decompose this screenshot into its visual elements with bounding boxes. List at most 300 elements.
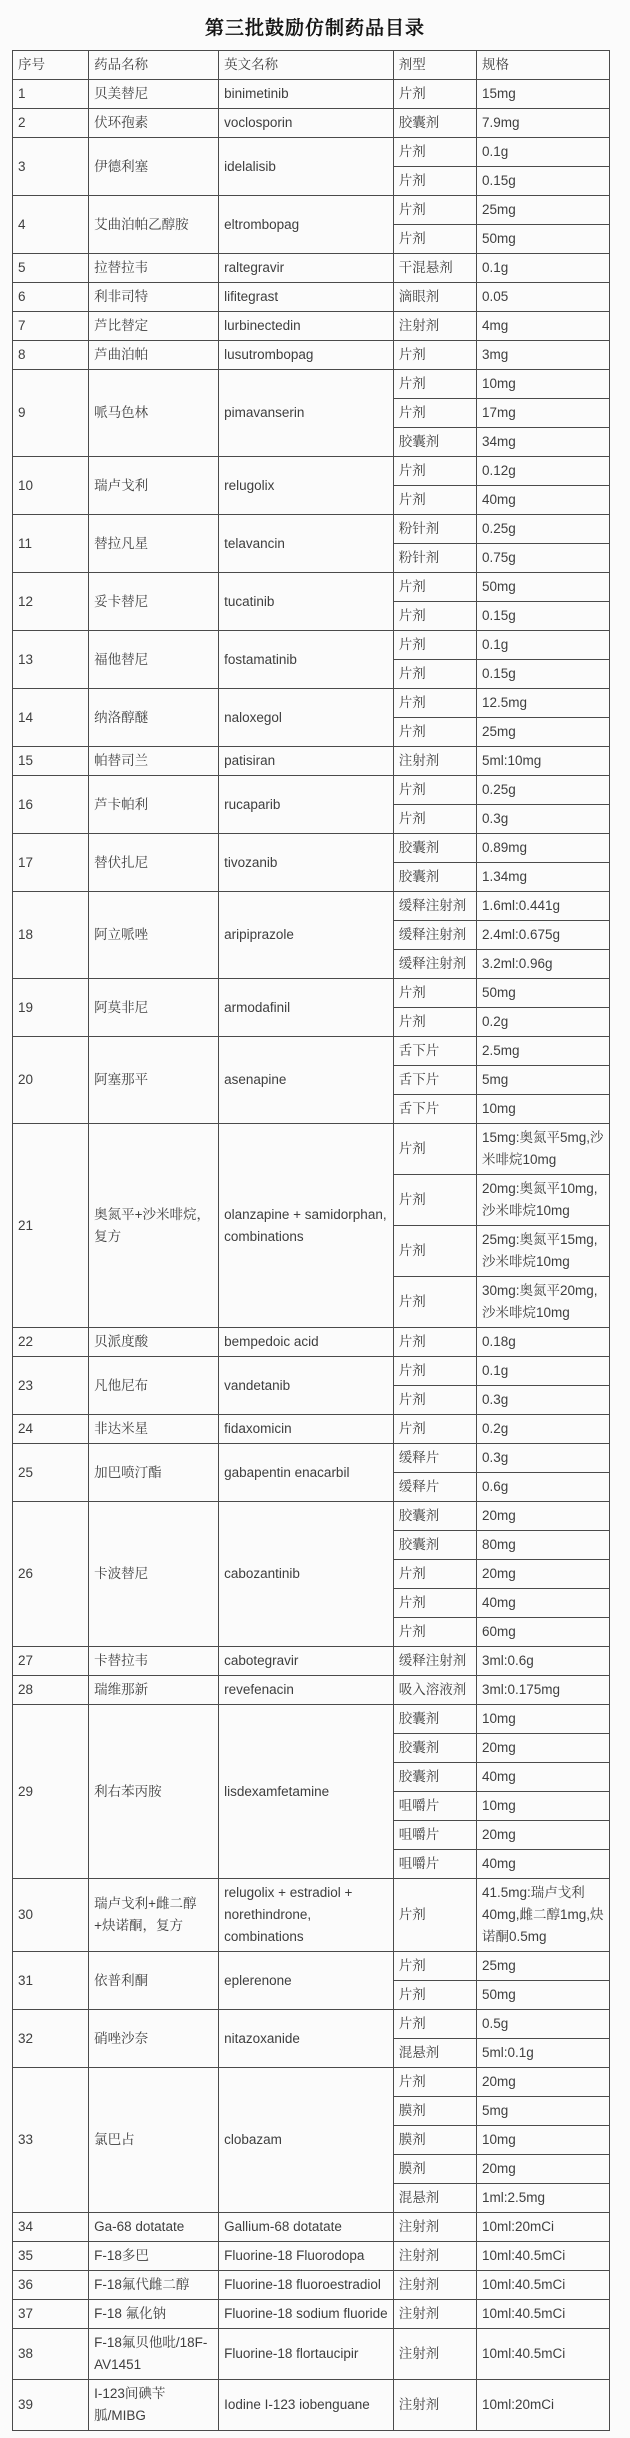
cell-specification: 10ml:20mCi (476, 2380, 609, 2431)
cell-drug-name-en: vandetanib (219, 1357, 394, 1415)
cell-specification: 3mg (476, 341, 609, 370)
cell-drug-name-en: relugolix + estradiol + norethindrone, combinations (219, 1879, 394, 1952)
cell-dosage-form: 片剂 (393, 2010, 476, 2039)
cell-dosage-form: 胶囊剂 (393, 109, 476, 138)
cell-serial-number: 5 (13, 254, 89, 283)
cell-drug-name: F-18 氟化钠 (89, 2300, 219, 2329)
cell-dosage-form: 片剂 (393, 979, 476, 1008)
table-row (13, 1647, 610, 1676)
cell-dosage-form: 注射剂 (393, 2271, 476, 2300)
cell-serial-number: 2 (13, 109, 89, 138)
cell-serial-number: 11 (13, 515, 89, 573)
cell-drug-name-en: idelalisib (219, 138, 394, 196)
table-row (13, 2213, 610, 2242)
cell-specification: 1.34mg (476, 863, 609, 892)
cell-specification: 0.25g (476, 776, 609, 805)
table-row (13, 631, 610, 660)
cell-dosage-form: 咀嚼片 (393, 1792, 476, 1821)
table-row (13, 2010, 610, 2039)
table-row (13, 283, 610, 312)
table-row (13, 138, 610, 167)
cell-drug-name: 阿立哌唑 (89, 892, 219, 979)
cell-drug-name-en: clobazam (219, 2068, 394, 2213)
cell-drug-name: 芦比替定 (89, 312, 219, 341)
table-row (13, 2329, 610, 2380)
cell-dosage-form: 片剂 (393, 1560, 476, 1589)
cell-serial-number: 31 (13, 1952, 89, 2010)
table-row (13, 370, 610, 399)
cell-drug-name: 帕替司兰 (89, 747, 219, 776)
cell-drug-name-en: binimetinib (219, 80, 394, 109)
cell-drug-name-en: revefenacin (219, 1676, 394, 1705)
cell-specification: 4mg (476, 312, 609, 341)
table-row (13, 341, 610, 370)
cell-specification: 40mg (476, 486, 609, 515)
cell-drug-name: 伏环孢素 (89, 109, 219, 138)
cell-specification: 1ml:2.5mg (476, 2184, 609, 2213)
cell-dosage-form: 粉针剂 (393, 515, 476, 544)
cell-dosage-form: 缓释片 (393, 1444, 476, 1473)
table-row (13, 80, 610, 109)
cell-specification: 0.2g (476, 1008, 609, 1037)
cell-dosage-form: 吸入溶液剂 (393, 1676, 476, 1705)
table-row (13, 2068, 610, 2097)
cell-serial-number: 16 (13, 776, 89, 834)
cell-specification: 12.5mg (476, 689, 609, 718)
cell-specification: 10mg (476, 1792, 609, 1821)
cell-serial-number: 3 (13, 138, 89, 196)
table-row (13, 573, 610, 602)
drug-table-body (13, 80, 610, 2431)
cell-specification: 25mg (476, 1952, 609, 1981)
cell-serial-number: 36 (13, 2271, 89, 2300)
cell-dosage-form: 注射剂 (393, 2300, 476, 2329)
page-title: 第三批鼓励仿制药品目录 (204, 18, 425, 39)
cell-serial-number: 33 (13, 2068, 89, 2213)
cell-dosage-form: 片剂 (393, 1124, 476, 1175)
cell-specification: 50mg (476, 1981, 609, 2010)
cell-drug-name-en: nitazoxanide (219, 2010, 394, 2068)
cell-dosage-form: 片剂 (393, 1008, 476, 1037)
column-header-2: 英文名称 (219, 51, 394, 80)
cell-dosage-form: 注射剂 (393, 312, 476, 341)
cell-dosage-form: 片剂 (393, 1175, 476, 1226)
cell-serial-number: 10 (13, 457, 89, 515)
cell-specification: 20mg (476, 1502, 609, 1531)
cell-specification: 3ml:0.175mg (476, 1676, 609, 1705)
cell-drug-name-en: Gallium-68 dotatate (219, 2213, 394, 2242)
cell-specification: 10ml:20mCi (476, 2213, 609, 2242)
cell-specification: 20mg (476, 1821, 609, 1850)
cell-serial-number: 23 (13, 1357, 89, 1415)
cell-dosage-form: 片剂 (393, 1328, 476, 1357)
table-row (13, 457, 610, 486)
cell-dosage-form: 片剂 (393, 1277, 476, 1328)
table-row (13, 1705, 610, 1734)
cell-specification: 10ml:40.5mCi (476, 2242, 609, 2271)
cell-dosage-form: 片剂 (393, 167, 476, 196)
cell-specification: 50mg (476, 979, 609, 1008)
cell-dosage-form: 片剂 (393, 486, 476, 515)
cell-dosage-form: 片剂 (393, 805, 476, 834)
cell-drug-name: 氯巴占 (89, 2068, 219, 2213)
cell-drug-name: F-18氟代雌二醇 (89, 2271, 219, 2300)
cell-specification: 20mg (476, 1560, 609, 1589)
cell-serial-number: 34 (13, 2213, 89, 2242)
cell-specification: 25mg (476, 718, 609, 747)
cell-serial-number: 12 (13, 573, 89, 631)
cell-dosage-form: 缓释注射剂 (393, 921, 476, 950)
cell-drug-name: F-18多巴 (89, 2242, 219, 2271)
cell-dosage-form: 片剂 (393, 718, 476, 747)
cell-drug-name: 替拉凡星 (89, 515, 219, 573)
cell-dosage-form: 滴眼剂 (393, 283, 476, 312)
cell-specification: 25mg:奥氮平15mg,沙米啡烷10mg (476, 1226, 609, 1277)
cell-drug-name-en: olanzapine + samidorphan, combinations (219, 1124, 394, 1328)
cell-drug-name-en: bempedoic acid (219, 1328, 394, 1357)
column-header-4: 规格 (476, 51, 609, 80)
cell-drug-name: 瑞维那新 (89, 1676, 219, 1705)
table-row (13, 1444, 610, 1473)
cell-dosage-form: 片剂 (393, 225, 476, 254)
cell-specification: 0.25g (476, 515, 609, 544)
cell-specification: 15mg:奥氮平5mg,沙米啡烷10mg (476, 1124, 609, 1175)
cell-drug-name-en: fostamatinib (219, 631, 394, 689)
cell-dosage-form: 片剂 (393, 1618, 476, 1647)
cell-specification: 2.4ml:0.675g (476, 921, 609, 950)
cell-drug-name-en: pimavanserin (219, 370, 394, 457)
cell-drug-name: 阿莫非尼 (89, 979, 219, 1037)
cell-specification: 60mg (476, 1618, 609, 1647)
cell-dosage-form: 片剂 (393, 1226, 476, 1277)
cell-serial-number: 30 (13, 1879, 89, 1952)
table-row (13, 1328, 610, 1357)
cell-dosage-form: 注射剂 (393, 2380, 476, 2431)
cell-dosage-form: 胶囊剂 (393, 1734, 476, 1763)
cell-dosage-form: 膜剂 (393, 2126, 476, 2155)
cell-specification: 0.1g (476, 254, 609, 283)
table-row (13, 892, 610, 921)
cell-specification: 80mg (476, 1531, 609, 1560)
cell-specification: 20mg:奥氮平10mg,沙米啡烷10mg (476, 1175, 609, 1226)
cell-specification: 10ml:40.5mCi (476, 2300, 609, 2329)
cell-dosage-form: 膜剂 (393, 2155, 476, 2184)
cell-drug-name: Ga-68 dotatate (89, 2213, 219, 2242)
cell-serial-number: 4 (13, 196, 89, 254)
cell-serial-number: 35 (13, 2242, 89, 2271)
table-row (13, 1037, 610, 1066)
cell-drug-name-en: lifitegrast (219, 283, 394, 312)
table-row (13, 1952, 610, 1981)
cell-drug-name: 伊德利塞 (89, 138, 219, 196)
cell-serial-number: 20 (13, 1037, 89, 1124)
cell-specification: 0.15g (476, 602, 609, 631)
cell-dosage-form: 胶囊剂 (393, 1502, 476, 1531)
cell-drug-name-en: eltrombopag (219, 196, 394, 254)
cell-drug-name-en: Fluorine-18 flortaucipir (219, 2329, 394, 2380)
cell-drug-name-en: raltegravir (219, 254, 394, 283)
cell-drug-name-en: relugolix (219, 457, 394, 515)
cell-drug-name: 非达米星 (89, 1415, 219, 1444)
cell-serial-number: 1 (13, 80, 89, 109)
cell-dosage-form: 胶囊剂 (393, 863, 476, 892)
cell-drug-name: 依普利酮 (89, 1952, 219, 2010)
cell-dosage-form: 咀嚼片 (393, 1821, 476, 1850)
cell-dosage-form: 缓释片 (393, 1473, 476, 1502)
cell-serial-number: 27 (13, 1647, 89, 1676)
cell-serial-number: 19 (13, 979, 89, 1037)
cell-specification: 10mg (476, 1095, 609, 1124)
cell-drug-name: 拉替拉韦 (89, 254, 219, 283)
table-row (13, 2242, 610, 2271)
cell-specification: 0.05 (476, 283, 609, 312)
cell-dosage-form: 片剂 (393, 370, 476, 399)
table-row (13, 1357, 610, 1386)
column-header-0: 序号 (13, 51, 89, 80)
cell-serial-number: 26 (13, 1502, 89, 1647)
cell-dosage-form: 胶囊剂 (393, 1705, 476, 1734)
cell-specification: 0.2g (476, 1415, 609, 1444)
cell-drug-name: 妥卡替尼 (89, 573, 219, 631)
cell-specification: 0.89mg (476, 834, 609, 863)
cell-drug-name-en: lusutrombopag (219, 341, 394, 370)
cell-dosage-form: 片剂 (393, 341, 476, 370)
cell-drug-name-en: rucaparib (219, 776, 394, 834)
table-row (13, 2271, 610, 2300)
cell-specification: 0.1g (476, 138, 609, 167)
table-row (13, 747, 610, 776)
cell-drug-name-en: asenapine (219, 1037, 394, 1124)
cell-specification: 0.12g (476, 457, 609, 486)
cell-dosage-form: 片剂 (393, 1589, 476, 1618)
cell-drug-name-en: patisiran (219, 747, 394, 776)
cell-specification: 3ml:0.6g (476, 1647, 609, 1676)
cell-specification: 0.3g (476, 805, 609, 834)
cell-serial-number: 24 (13, 1415, 89, 1444)
cell-serial-number: 29 (13, 1705, 89, 1879)
cell-dosage-form: 干混悬剂 (393, 254, 476, 283)
cell-drug-name: 芦曲泊帕 (89, 341, 219, 370)
cell-specification: 10mg (476, 1705, 609, 1734)
cell-drug-name-en: gabapentin enacarbil (219, 1444, 394, 1502)
cell-drug-name: 瑞卢戈利+雌二醇+炔诺酮，复方 (89, 1879, 219, 1952)
cell-drug-name: I-123间碘苄胍/MIBG (89, 2380, 219, 2431)
cell-specification: 0.15g (476, 660, 609, 689)
cell-dosage-form: 片剂 (393, 80, 476, 109)
cell-drug-name: 福他替尼 (89, 631, 219, 689)
table-row (13, 2300, 610, 2329)
drug-table-header-row (13, 51, 610, 80)
cell-specification: 25mg (476, 196, 609, 225)
cell-serial-number: 28 (13, 1676, 89, 1705)
cell-dosage-form: 注射剂 (393, 747, 476, 776)
column-header-1: 药品名称 (89, 51, 219, 80)
cell-drug-name-en: lurbinectedin (219, 312, 394, 341)
cell-dosage-form: 片剂 (393, 196, 476, 225)
cell-dosage-form: 缓释注射剂 (393, 950, 476, 979)
cell-dosage-form: 注射剂 (393, 2213, 476, 2242)
cell-specification: 0.3g (476, 1444, 609, 1473)
cell-dosage-form: 片剂 (393, 1952, 476, 1981)
table-row (13, 1502, 610, 1531)
cell-serial-number: 25 (13, 1444, 89, 1502)
cell-drug-name-en: fidaxomicin (219, 1415, 394, 1444)
cell-drug-name-en: Fluorine-18 fluoroestradiol (219, 2271, 394, 2300)
cell-drug-name-en: Iodine I-123 iobenguane (219, 2380, 394, 2431)
cell-specification: 10mg (476, 2126, 609, 2155)
cell-drug-name: 硝唑沙奈 (89, 2010, 219, 2068)
table-row (13, 1676, 610, 1705)
cell-specification: 20mg (476, 2068, 609, 2097)
cell-specification: 10ml:40.5mCi (476, 2271, 609, 2300)
table-row (13, 1879, 610, 1952)
column-header-3: 剂型 (393, 51, 476, 80)
cell-dosage-form: 缓释注射剂 (393, 1647, 476, 1676)
cell-drug-name: 加巴喷汀酯 (89, 1444, 219, 1502)
table-row (13, 776, 610, 805)
cell-specification: 41.5mg:瑞卢戈利40mg,雌二醇1mg,炔诺酮0.5mg (476, 1879, 609, 1952)
table-row (13, 312, 610, 341)
cell-specification: 3.2ml:0.96g (476, 950, 609, 979)
cell-serial-number: 6 (13, 283, 89, 312)
cell-dosage-form: 膜剂 (393, 2097, 476, 2126)
table-row (13, 834, 610, 863)
cell-dosage-form: 片剂 (393, 1981, 476, 2010)
cell-specification: 0.6g (476, 1473, 609, 1502)
cell-drug-name: 艾曲泊帕乙醇胺 (89, 196, 219, 254)
table-row (13, 196, 610, 225)
table-row (13, 515, 610, 544)
cell-specification: 20mg (476, 1734, 609, 1763)
cell-serial-number: 7 (13, 312, 89, 341)
table-row (13, 1415, 610, 1444)
cell-serial-number: 39 (13, 2380, 89, 2431)
cell-specification: 10ml:40.5mCi (476, 2329, 609, 2380)
table-row (13, 979, 610, 1008)
cell-specification: 17mg (476, 399, 609, 428)
table-row (13, 109, 610, 138)
cell-dosage-form: 片剂 (393, 1357, 476, 1386)
cell-specification: 50mg (476, 225, 609, 254)
cell-dosage-form: 注射剂 (393, 2242, 476, 2271)
cell-dosage-form: 片剂 (393, 573, 476, 602)
cell-dosage-form: 胶囊剂 (393, 1763, 476, 1792)
cell-drug-name: 利非司特 (89, 283, 219, 312)
cell-specification: 10mg (476, 370, 609, 399)
cell-specification: 1.6ml:0.441g (476, 892, 609, 921)
cell-serial-number: 15 (13, 747, 89, 776)
cell-dosage-form: 舌下片 (393, 1066, 476, 1095)
cell-drug-name-en: naloxegol (219, 689, 394, 747)
cell-drug-name-en: cabozantinib (219, 1502, 394, 1647)
cell-dosage-form: 片剂 (393, 602, 476, 631)
cell-drug-name: 阿塞那平 (89, 1037, 219, 1124)
cell-drug-name: F-18氟贝他吡/18F-AV1451 (89, 2329, 219, 2380)
cell-specification: 30mg:奥氮平20mg,沙米啡烷10mg (476, 1277, 609, 1328)
cell-drug-name-en: tucatinib (219, 573, 394, 631)
cell-drug-name: 卡替拉韦 (89, 1647, 219, 1676)
cell-drug-name: 利右苯丙胺 (89, 1705, 219, 1879)
cell-specification: 40mg (476, 1763, 609, 1792)
cell-dosage-form: 片剂 (393, 138, 476, 167)
table-row (13, 254, 610, 283)
cell-serial-number: 13 (13, 631, 89, 689)
cell-drug-name: 凡他尼布 (89, 1357, 219, 1415)
cell-serial-number: 21 (13, 1124, 89, 1328)
cell-specification: 40mg (476, 1850, 609, 1879)
cell-dosage-form: 片剂 (393, 631, 476, 660)
cell-specification: 50mg (476, 573, 609, 602)
cell-dosage-form: 注射剂 (393, 2329, 476, 2380)
cell-drug-name: 哌马色林 (89, 370, 219, 457)
cell-specification: 5ml:10mg (476, 747, 609, 776)
cell-drug-name: 纳洛醇醚 (89, 689, 219, 747)
cell-dosage-form: 舌下片 (393, 1095, 476, 1124)
cell-serial-number: 14 (13, 689, 89, 747)
cell-serial-number: 37 (13, 2300, 89, 2329)
cell-drug-name: 卡波替尼 (89, 1502, 219, 1647)
cell-dosage-form: 胶囊剂 (393, 428, 476, 457)
cell-specification: 0.3g (476, 1386, 609, 1415)
cell-specification: 5mg (476, 1066, 609, 1095)
cell-dosage-form: 舌下片 (393, 1037, 476, 1066)
cell-dosage-form: 片剂 (393, 660, 476, 689)
cell-specification: 20mg (476, 2155, 609, 2184)
cell-serial-number: 38 (13, 2329, 89, 2380)
cell-dosage-form: 混悬剂 (393, 2184, 476, 2213)
cell-dosage-form: 片剂 (393, 1415, 476, 1444)
cell-dosage-form: 片剂 (393, 1386, 476, 1415)
cell-drug-name-en: Fluorine-18 Fluorodopa (219, 2242, 394, 2271)
cell-drug-name: 贝美替尼 (89, 80, 219, 109)
cell-dosage-form: 胶囊剂 (393, 834, 476, 863)
cell-dosage-form: 胶囊剂 (393, 1531, 476, 1560)
drug-table (12, 50, 610, 2431)
cell-specification: 2.5mg (476, 1037, 609, 1066)
cell-drug-name: 芦卡帕利 (89, 776, 219, 834)
cell-serial-number: 8 (13, 341, 89, 370)
cell-drug-name: 贝派度酸 (89, 1328, 219, 1357)
cell-dosage-form: 咀嚼片 (393, 1850, 476, 1879)
cell-dosage-form: 缓释注射剂 (393, 892, 476, 921)
cell-dosage-form: 片剂 (393, 689, 476, 718)
cell-specification: 5ml:0.1g (476, 2039, 609, 2068)
cell-drug-name-en: voclosporin (219, 109, 394, 138)
cell-dosage-form: 粉针剂 (393, 544, 476, 573)
cell-specification: 40mg (476, 1589, 609, 1618)
cell-dosage-form: 片剂 (393, 1879, 476, 1952)
table-row (13, 689, 610, 718)
cell-specification: 7.9mg (476, 109, 609, 138)
cell-drug-name: 替伏扎尼 (89, 834, 219, 892)
cell-serial-number: 18 (13, 892, 89, 979)
cell-specification: 0.5g (476, 2010, 609, 2039)
cell-drug-name-en: aripiprazole (219, 892, 394, 979)
cell-specification: 0.1g (476, 1357, 609, 1386)
cell-drug-name-en: tivozanib (219, 834, 394, 892)
cell-dosage-form: 混悬剂 (393, 2039, 476, 2068)
cell-serial-number: 17 (13, 834, 89, 892)
cell-specification: 0.15g (476, 167, 609, 196)
cell-specification: 5mg (476, 2097, 609, 2126)
cell-specification: 0.75g (476, 544, 609, 573)
cell-drug-name-en: armodafinil (219, 979, 394, 1037)
cell-specification: 0.18g (476, 1328, 609, 1357)
cell-dosage-form: 片剂 (393, 457, 476, 486)
cell-specification: 15mg (476, 80, 609, 109)
cell-drug-name-en: lisdexamfetamine (219, 1705, 394, 1879)
cell-dosage-form: 片剂 (393, 2068, 476, 2097)
